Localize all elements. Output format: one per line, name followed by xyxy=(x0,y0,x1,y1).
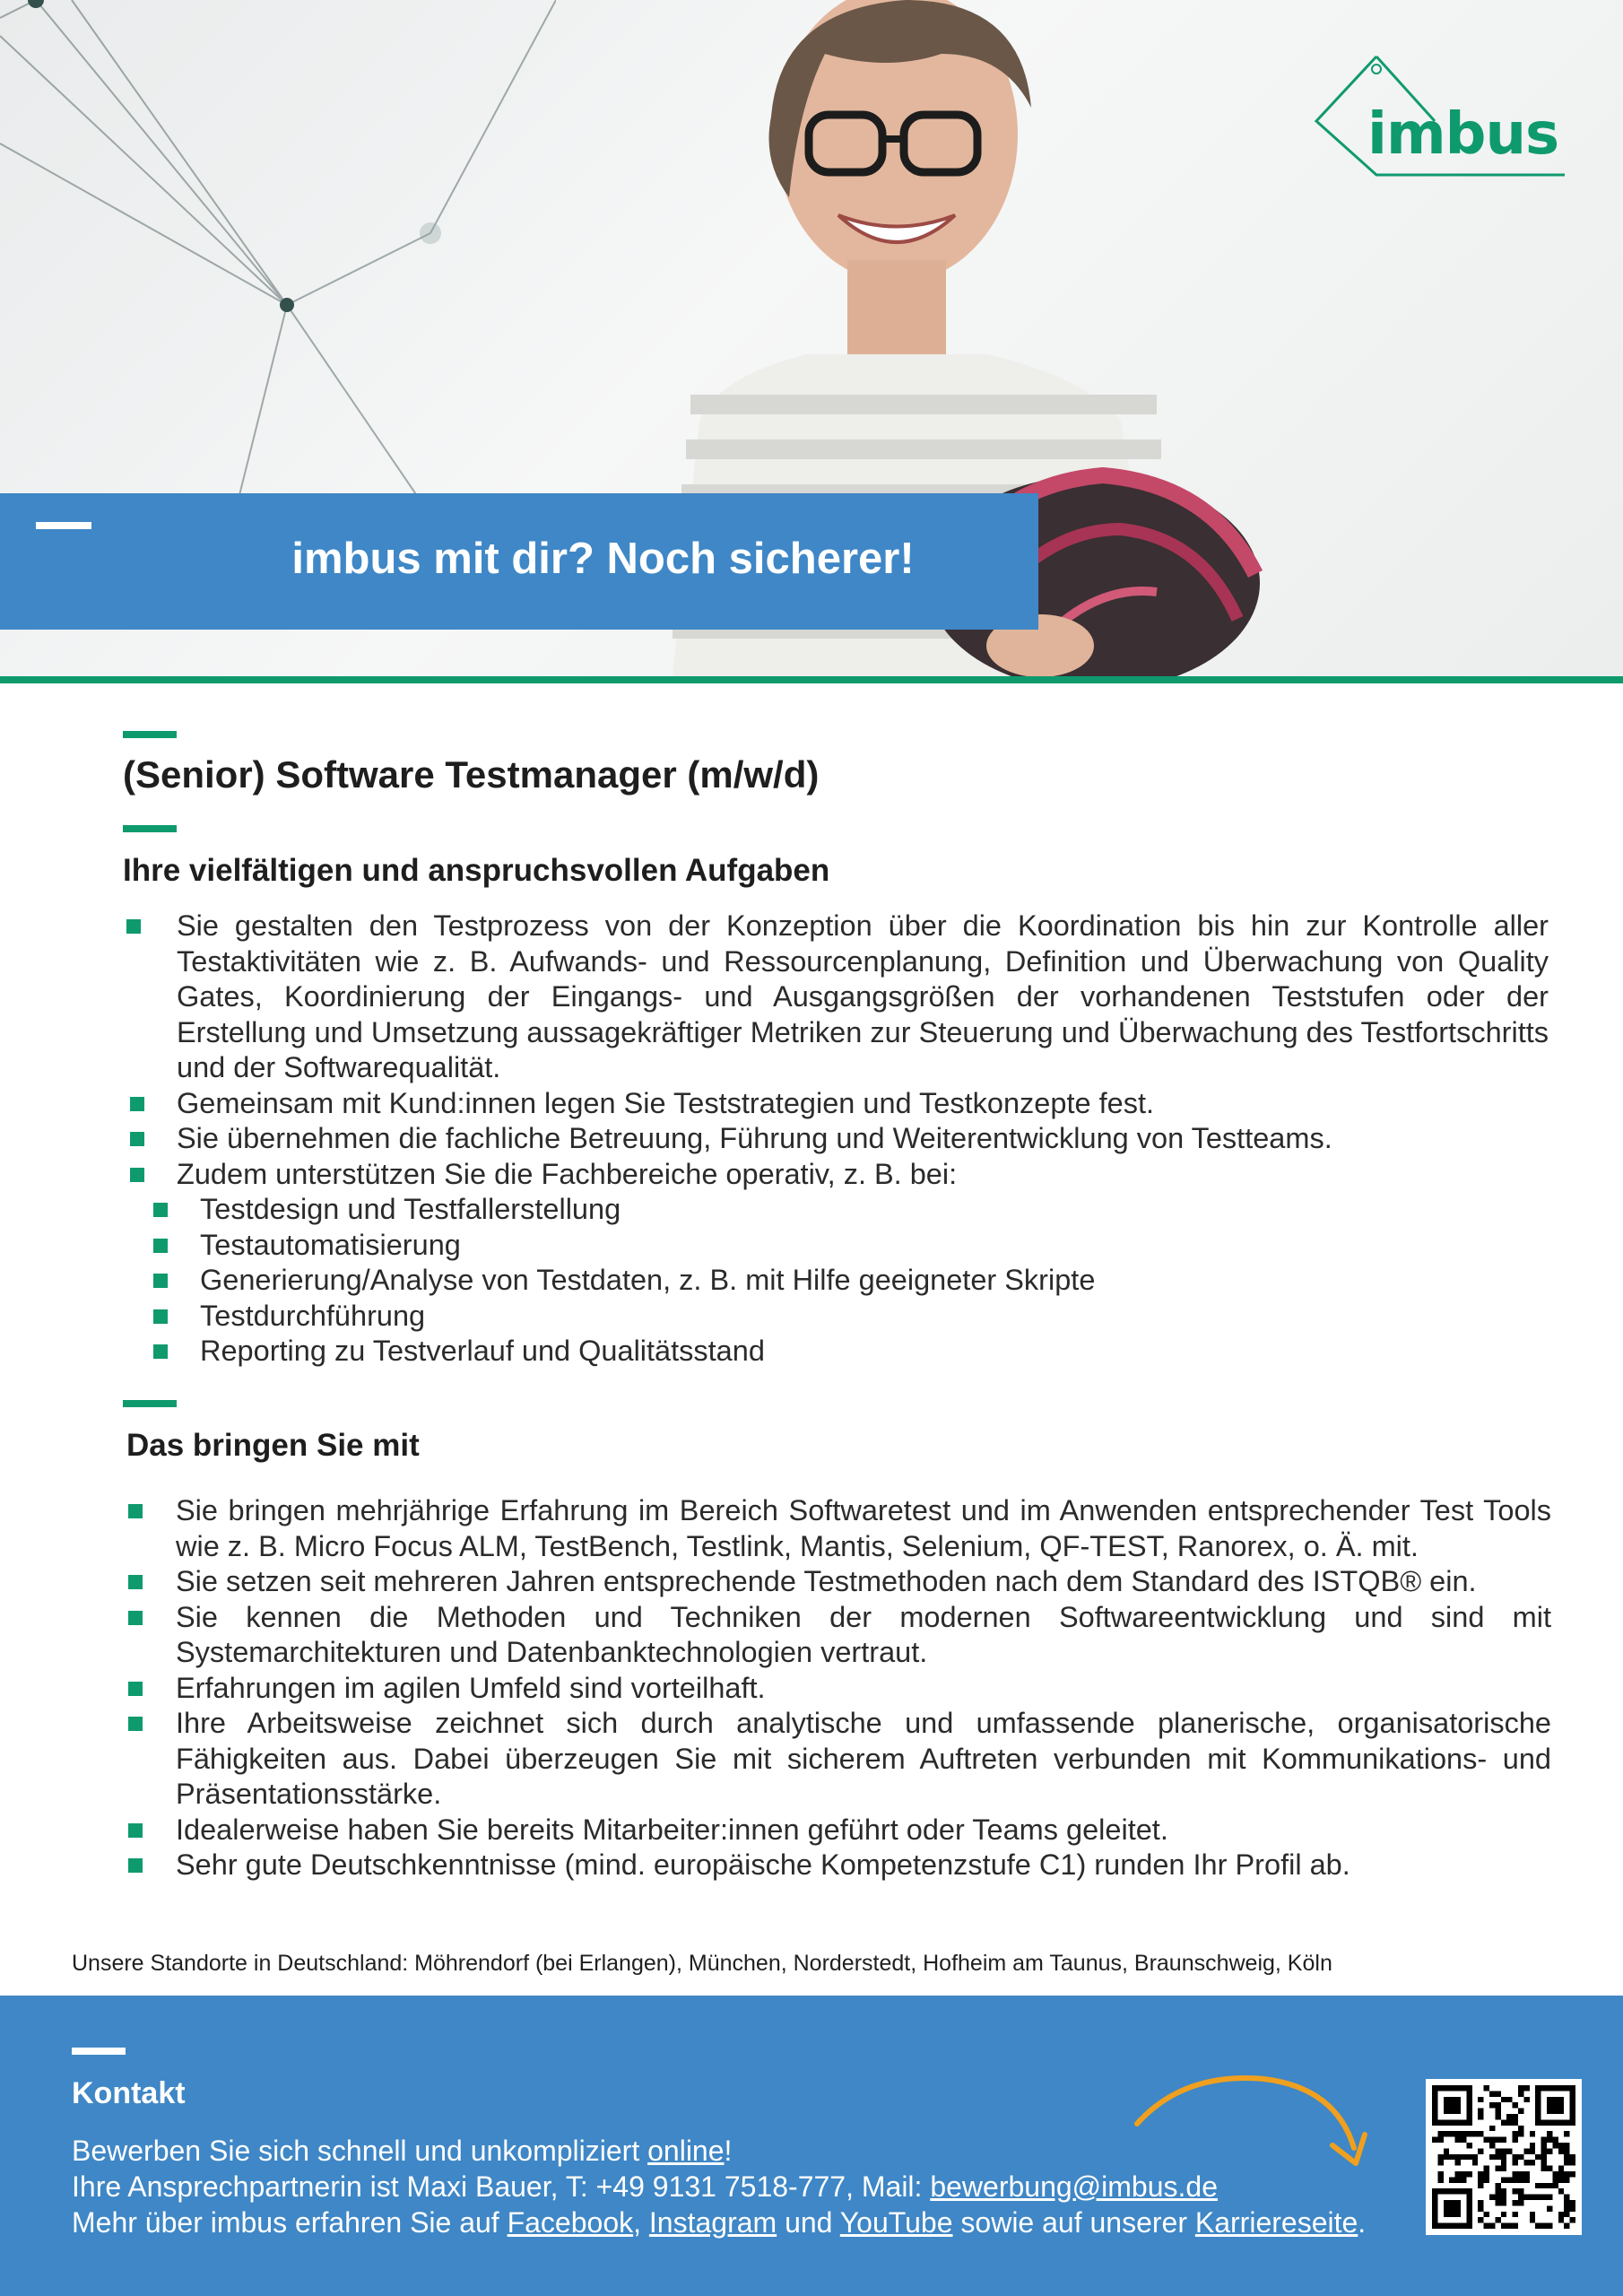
list-item: Idealerweise haben Sie bereits Mitarbeiter:innen geführt oder Teams geleitet. xyxy=(126,1813,1551,1848)
network-graphic-icon xyxy=(0,0,556,538)
hero-divider xyxy=(0,676,1623,683)
tasks-list xyxy=(123,909,1549,1370)
qr-code-icon[interactable] xyxy=(1426,2079,1582,2235)
bullet-icon xyxy=(128,1823,143,1838)
list-item: Sie bringen mehrjährige Erfahrung im Bereich Softwaretest und im Anwenden entsprechender Test Tools wie z. B. Micro Focus ALM, TestBench, Testlink, Mantis, Selenium, QF-TEST, Ranorex, o. Ä. mit. xyxy=(126,1493,1551,1564)
hero-image xyxy=(0,0,1623,677)
list-item: Sie übernehmen die fachliche Betreuung, Führung und Weiterentwicklung von Testteams. xyxy=(123,1121,1549,1157)
bullet-icon xyxy=(128,1575,143,1589)
list-item: Zudem unterstützen Sie die Fachbereiche operativ, z. B. bei: xyxy=(123,1157,1549,1193)
contact-line-apply: Bewerben Sie sich schnell und unkompliziert online! xyxy=(72,2135,733,2167)
sub-list-item: Testautomatisierung xyxy=(123,1228,1549,1264)
bullet-icon xyxy=(153,1274,168,1288)
bullet-icon xyxy=(128,1682,143,1696)
bullet-icon xyxy=(130,1168,144,1182)
sub-list-item: Generierung/Analyse von Testdaten, z. B. mit Hilfe geeigneter Skripte xyxy=(123,1263,1549,1299)
contact-line-person: Ihre Ansprechpartnerin ist Maxi Bauer, T: +49 9131 7518-777, Mail: bewerbung@imbus.de xyxy=(72,2170,1218,2203)
facebook-link[interactable]: Facebook xyxy=(507,2206,634,2239)
skills-heading: Das bringen Sie mit xyxy=(126,1428,420,1463)
slogan-text: imbus mit dir? Noch sicherer! xyxy=(291,535,915,583)
list-item: Sie kennen die Methoden und Techniken der modernen Softwareentwicklung und sind mit Systemarchitekturen und Datenbanktechnologien vertraut. xyxy=(126,1600,1551,1671)
bullet-icon xyxy=(128,1611,143,1625)
tasks-heading: Ihre vielfältigen und anspruchsvollen Aufgaben xyxy=(123,853,830,888)
sub-list-item: Testdesign und Testfallerstellung xyxy=(123,1192,1549,1228)
instagram-link[interactable]: Instagram xyxy=(648,2206,777,2239)
list-item: Sie gestalten den Testprozess von der Konzeption über die Koordination bis hin zur Kontrolle aller Testaktivitäten wie z. B. Aufwands- und Ressourcenplanung, Definition und Überwachung von Quality Gates, Koordinierung der Eingangs- und Ausgangsgrößen der vorhandenen Teststufen oder der Erstellung und Umsetzung aussagekräftiger Metriken zur Steuerung und Überwachung des Testfortschritts und der Softwarequalität. xyxy=(123,909,1549,1086)
online-link[interactable]: online xyxy=(647,2135,725,2167)
contact-line-social: Mehr über imbus erfahren Sie auf Facebook, Instagram und YouTube sowie auf unserer Karriereseite. xyxy=(72,2206,1367,2239)
skills-dash xyxy=(123,1400,177,1407)
logo-wordmark: imbus xyxy=(1367,101,1559,168)
bullet-icon xyxy=(128,1858,143,1873)
contact-heading: Kontakt xyxy=(72,2076,186,2110)
locations-text: Unsere Standorte in Deutschland: Möhrendorf (bei Erlangen), München, Norderstedt, Hofheim am Taunus, Braunschweig, Köln xyxy=(72,1951,1332,1976)
list-item: Erfahrungen im agilen Umfeld sind vorteilhaft. xyxy=(126,1671,1551,1707)
sub-list-item: Reporting zu Testverlauf und Qualitätsstand xyxy=(123,1334,1549,1370)
bullet-icon xyxy=(128,1504,143,1518)
job-title: (Senior) Software Testmanager (m/w/d) xyxy=(123,753,820,796)
bullet-icon xyxy=(153,1203,168,1217)
curved-arrow-icon xyxy=(1130,2063,1372,2175)
banner-dash xyxy=(36,522,91,529)
list-item: Ihre Arbeitsweise zeichnet sich durch analytische und umfassende planerische, organisatorische Fähigkeiten aus. Dabei überzeugen Sie mit sicherem Auftreten verbunden mit Kommunikations- und Präsentationsstärke. xyxy=(126,1706,1551,1813)
skills-list xyxy=(126,1493,1551,1883)
list-item: Gemeinsam mit Kund:innen legen Sie Teststrategien und Testkonzepte fest. xyxy=(123,1086,1549,1122)
career-page-link[interactable]: Karriereseite xyxy=(1194,2206,1358,2239)
qr-code-graphic xyxy=(1432,2085,1575,2229)
list-item: Sehr gute Deutschkenntnisse (mind. europäische Kompetenzstufe C1) runden Ihr Profil ab. xyxy=(126,1848,1551,1883)
bullet-icon xyxy=(153,1344,168,1359)
contact-footer xyxy=(0,1996,1623,2296)
bullet-icon xyxy=(130,1097,144,1111)
bullet-icon xyxy=(126,919,141,934)
title-dash xyxy=(123,731,177,738)
bullet-icon xyxy=(130,1132,144,1146)
email-link[interactable]: bewerbung@imbus.de xyxy=(930,2170,1218,2203)
youtube-link[interactable]: YouTube xyxy=(839,2206,953,2239)
sub-list-item: Testdurchführung xyxy=(123,1299,1549,1335)
footer-dash xyxy=(72,2048,126,2055)
tasks-dash xyxy=(123,825,177,832)
bullet-icon xyxy=(153,1309,168,1324)
slogan-banner xyxy=(0,493,1038,630)
bullet-icon xyxy=(153,1239,168,1253)
list-item: Sie setzen seit mehreren Jahren entsprechende Testmethoden nach dem Standard des ISTQB® ein. xyxy=(126,1564,1551,1600)
bullet-icon xyxy=(128,1717,143,1731)
